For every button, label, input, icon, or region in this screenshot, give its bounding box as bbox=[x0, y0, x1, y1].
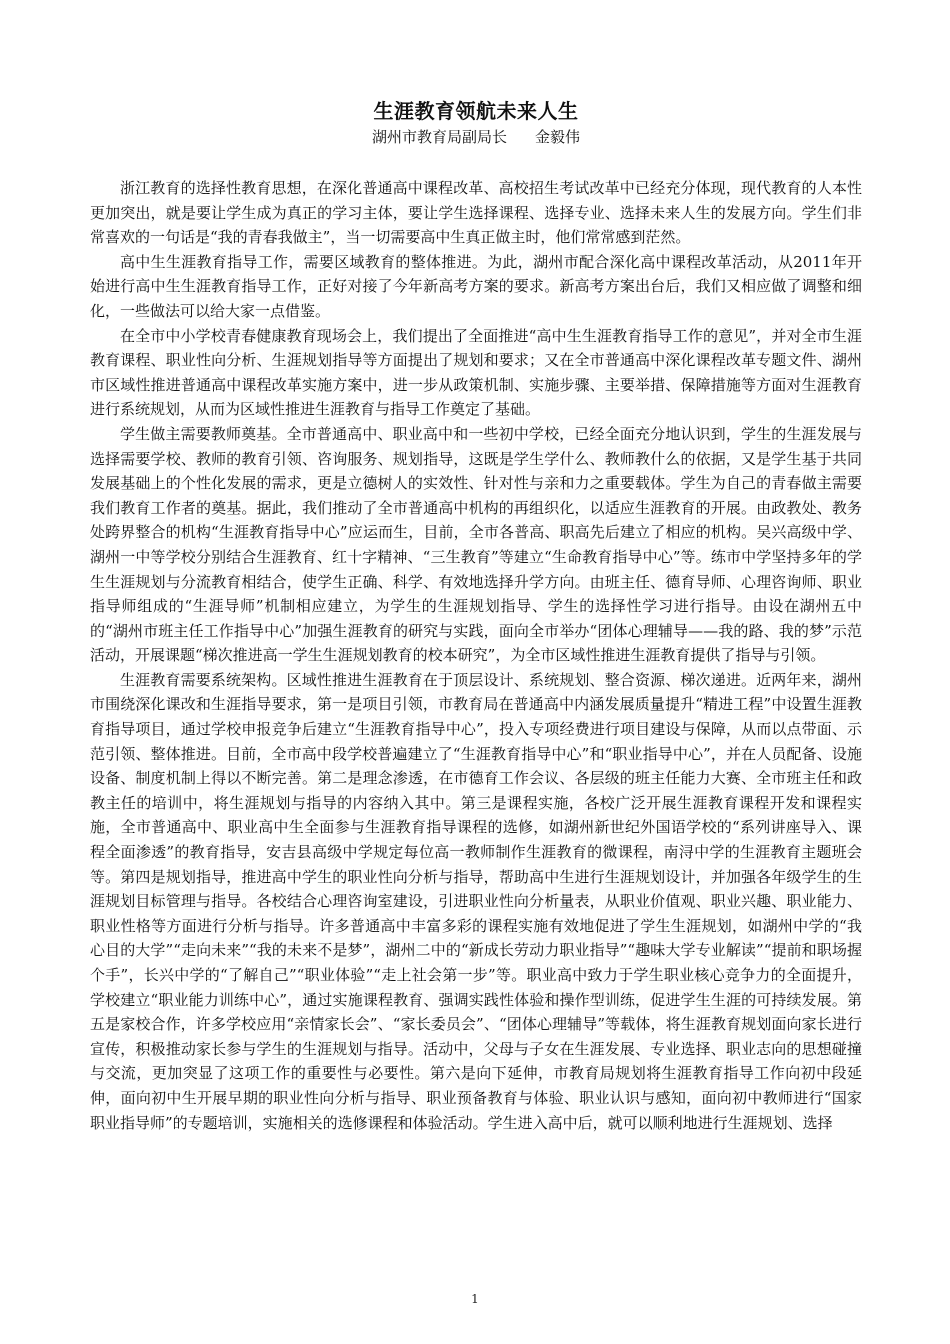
author-name: 金毅伟 bbox=[535, 128, 581, 146]
paragraph: 在全市中小学校青春健康教育现场会上，我们提出了全面推进“高中生生涯教育指导工作的意见”，并对全市生涯教育课程、职业性向分析、生涯规划指导等方面提出了规划和要求；又在全市普通高中深化课程改革专题文件、湖州市区域性推进普通高中课程改革实施方案中，进一步从政策机制、实施步骤、主要举措、保障措施等方面对生涯教育进行系统规划，从而为区域性推进生涯教育与指导工作奠定了基础。 bbox=[90, 326, 862, 419]
paragraph: 生涯教育需要系统架构。区域性推进生涯教育在于顶层设计、系统规划、整合资源、梯次递进。近两年来，湖州市围绕深化课改和生涯指导要求，第一是项目引领，市教育局在普通高中内涵发展质量提升“精进工程”中设置生涯教育指导项目，通过学校申报竞争后建立“生涯教育指导中心”，投入专项经费进行项目建设与保障，从而以点带面、示范引领、整体推进。目前，全市高中段学校普遍建立了“生涯教育指导中心”和“职业指导中心”，并在人员配备、设施设备、制度机制上得以不断完善。第二是理念渗透，在市德育工作会议、各层级的班主任能力大赛、全市班主任和政教主任的培训中，将生涯规划与指导的内容纳入其中。第三是课程实施，各校广泛开展生涯教育课程开发和课程实施，全市普通高中、职业高中生全面参与生涯教育指导课程的选修，如湖州新世纪外国语学校的“系列讲座导入、课程全面渗透”的教育指导，安吉县高级中学规定每位高一教师制作生涯教育的微课程，南浔中学的生涯教育主题班会等。第四是规划指导，推进高中学生的职业性向分析与指导，帮助高中生进行生涯规划设计，并加强各年级学生的生涯规划目标管理与指导。各校结合心理咨询室建设，引进职业性向分析量表，从职业价值观、职业兴趣、职业能力、职业性格等方面进行分析与指导。许多普通高中丰富多彩的课程实施有效地促进了学生生涯规划，如湖州中学的“我心目的大学”“走向未来”“我的未来不是梦”，湖州二中的“新成长劳动力职业指导”“趣味大学专业解读”“提前和职场握个手”，长兴中学的“了解自己”“职业体验”“走上社会第一步”等。职业高中致力于学生职业核心竞争力的全面提升，学校建立“职业能力训练中心”，通过实施课程教育、强调实践性体验和操作型训练，促进学生生涯的可持续发展。第五是家校合作，许多学校应用“亲情家长会”、“家长委员会”、“团体心理辅导”等载体，将生涯教育规划面向家长进行宣传，积极推动家长参与学生的生涯规划与指导。活动中，父母与子女在生涯发展、专业选择、职业志向的思想碰撞与交流，更加突显了这项工作的重要性与必要性。第六是向下延伸，市教育局规划将生涯教育指导工作向初中段延伸，面向初中生开展早期的职业性向分析与指导、职业预备教育与体验、职业认识与感知，面向初中教师进行“国家职业指导师”的专题培训，实施相关的选修课程和体验活动。学生进入高中后，就可以顺利地进行生涯规划、选择 bbox=[90, 670, 862, 1132]
document-page bbox=[90, 98, 862, 1135]
paragraph: 浙江教育的选择性教育思想，在深化普通高中课程改革、高校招生考试改革中已经充分体现，现代教育的人本性更加突出，就是要让学生成为真正的学习主体，要让学生选择课程、选择专业、选择未来人生的发展方向。学生们非常喜欢的一句话是“我的青春我做主”，当一切需要高中生真正做主时，他们常常感到茫然。 bbox=[90, 179, 862, 247]
author-role: 湖州市教育局副局长 bbox=[371, 128, 507, 146]
byline bbox=[90, 126, 862, 148]
document-body bbox=[90, 176, 862, 1135]
page-number: 1 bbox=[471, 1292, 479, 1306]
document-title: 生涯教育领航未来人生 bbox=[373, 99, 579, 123]
paragraph: 学生做主需要教师奠基。全市普通高中、职业高中和一些初中学校，已经全面充分地认识到，学生的生涯发展与选择需要学校、教师的教育引领、咨询服务、规划指导，这既是学生学什么、教师教什么的依据，又是学生基于共同发展基础上的个性化发展的需求，更是立德树人的实效性、针对性与亲和力之重要载体。学生为自己的青春做主需要我们教育工作者的奠基。据此，我们推动了全市普通高中机构的再组织化，以适应生涯教育的开展。由政教处、教务处跨界整合的机构“生涯教育指导中心”应运而生，目前，全市各普高、职高先后建立了相应的机构。吴兴高级中学、湖州一中等学校分别结合生涯教育、红十字精神、“三生教育”等建立“生命教育指导中心”等。练市中学坚持多年的学生生涯规划与分流教育相结合，使学生正确、科学、有效地选择升学方向。由班主任、德育导师、心理咨询师、职业指导师组成的“生涯导师”机制相应建立，为学生的生涯规划指导、学生的选择性学习进行指导。由设在湖州五中的“湖州市班主任工作指导中心”加强生涯教育的研究与实践，面向全市举办“团体心理辅导——我的路、我的梦”示范活动，开展课题“梯次推进高一学生生涯规划教育的校本研究”，为全市区域性推进生涯教育提供了指导与引领。 bbox=[90, 424, 862, 665]
paragraph: 高中生生涯教育指导工作，需要区域教育的整体推进。为此，湖州市配合深化高中课程改革活动，从2011年开始进行高中生生涯教育指导工作，正好对接了今年新高考方案的要求。新高考方案出台后，我们又相应做了调整和细化，一些做法可以给大家一点借鉴。 bbox=[90, 252, 862, 320]
